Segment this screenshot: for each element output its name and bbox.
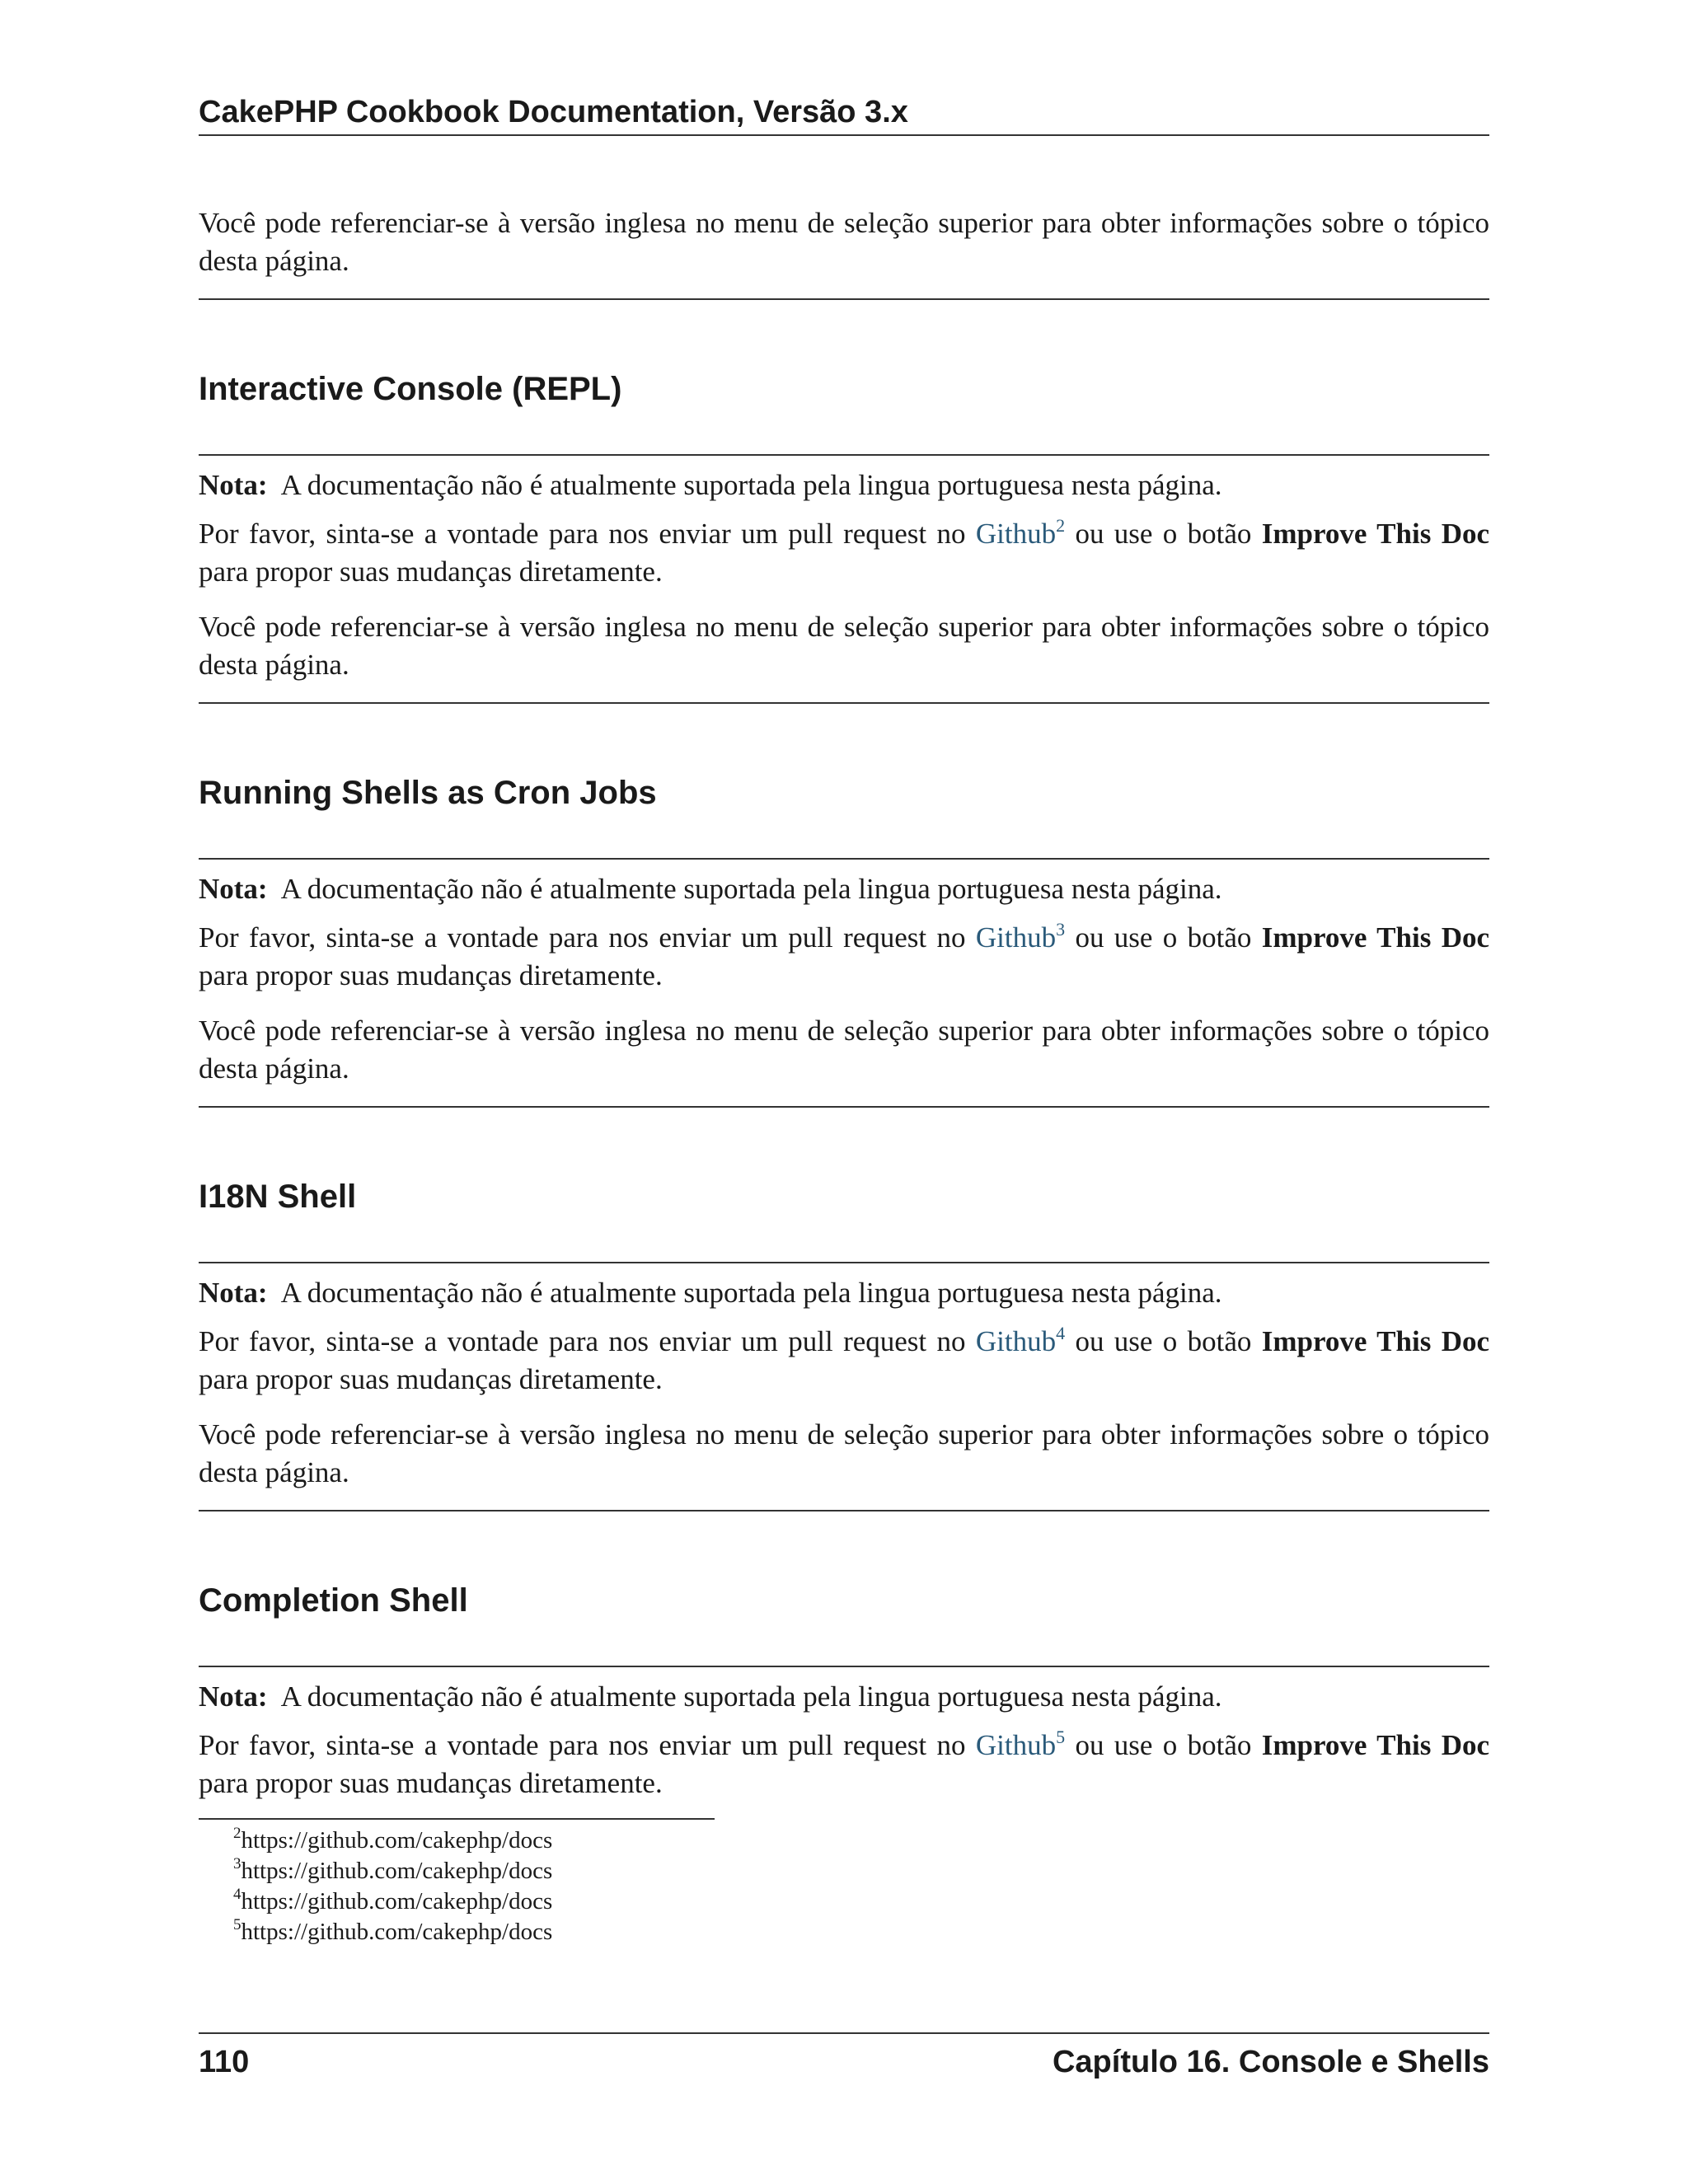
reference-text: Você pode referenciar-se à versão inglesa no menu de seleção superior para obter informações sobre o tópico desta página. (199, 1015, 1489, 1085)
footnote-item (233, 1825, 552, 1856)
note-bottom-rule (199, 702, 1489, 704)
note-top-rule (199, 858, 1489, 860)
note-text: A documentação não é atualmente suportada pela lingua portuguesa nesta página. (280, 469, 1222, 501)
header-rule (199, 134, 1489, 136)
contribute-text-middle: ou use o botão (1065, 518, 1262, 550)
contribute-text-middle: ou use o botão (1065, 1729, 1262, 1761)
chapter-title: Capítulo 16. Console e Shells (1052, 2045, 1489, 2079)
improve-doc-label: Improve This Doc (1261, 1325, 1490, 1357)
note-line (199, 870, 1489, 908)
github-link[interactable]: Github (975, 518, 1057, 550)
footnote-ref[interactable]: 5 (1056, 1727, 1066, 1747)
section-heading: I18N Shell (199, 1179, 357, 1215)
note-text: A documentação não é atualmente suportada pela lingua portuguesa nesta página. (280, 1277, 1222, 1309)
footnote-ref[interactable]: 3 (1056, 919, 1066, 940)
contribute-text-end: para propor suas mudanças diretamente. (199, 555, 663, 588)
contribute-text (199, 515, 1489, 591)
note-bottom-rule (199, 1106, 1489, 1108)
note-bottom-rule (199, 1510, 1489, 1511)
page-number: 110 (199, 2045, 250, 2079)
contribute-text-end: para propor suas mudanças diretamente. (199, 1363, 663, 1395)
document-page (199, 0, 1489, 2184)
github-link[interactable]: Github (975, 1729, 1057, 1761)
footnote-url[interactable]: https://github.com/cakephp/docs (241, 1858, 553, 1884)
note-line (199, 1678, 1489, 1716)
reference-text: Você pode referenciar-se à versão inglesa no menu de seleção superior para obter informações sobre o tópico desta página. (199, 611, 1489, 681)
footnote-number: 2 (233, 1825, 241, 1842)
note-label: Nota: (199, 469, 268, 501)
contribute-text (199, 1727, 1489, 1802)
note-top-rule (199, 1262, 1489, 1263)
footnote-ref[interactable]: 4 (1056, 1323, 1066, 1343)
footnote-number: 5 (233, 1916, 241, 1933)
contribute-text (199, 1323, 1489, 1399)
footnote-item (233, 1886, 552, 1917)
contribute-text-start: Por favor, sinta-se a vontade para nos enviar um pull request no (199, 921, 976, 954)
github-link[interactable]: Github (975, 921, 1057, 954)
contribute-text-start: Por favor, sinta-se a vontade para nos enviar um pull request no (199, 1325, 976, 1357)
contribute-text-middle: ou use o botão (1065, 1325, 1262, 1357)
note-text: A documentação não é atualmente suportada pela lingua portuguesa nesta página. (280, 1680, 1222, 1713)
page-footer (199, 2041, 1489, 2083)
reference-text: Você pode referenciar-se à versão inglesa no menu de seleção superior para obter informações sobre o tópico desta página. (199, 1418, 1489, 1488)
contribute-text-end: para propor suas mudanças diretamente. (199, 959, 663, 991)
github-link[interactable]: Github (975, 1325, 1057, 1357)
footnote-url[interactable]: https://github.com/cakephp/docs (241, 1827, 553, 1854)
footer-rule (199, 2032, 1489, 2034)
contribute-text-middle: ou use o botão (1065, 921, 1262, 954)
note-line (199, 1274, 1489, 1312)
section-heading: Completion Shell (199, 1582, 468, 1619)
note-bottom-rule (199, 298, 1489, 300)
section-heading: Interactive Console (REPL) (199, 371, 622, 407)
contribute-text (199, 919, 1489, 995)
footnote-rule (199, 1818, 715, 1820)
running-header: CakePHP Cookbook Documentation, Versão 3.x (199, 95, 908, 129)
note-label: Nota: (199, 873, 268, 905)
contribute-text-end: para propor suas mudanças diretamente. (199, 1767, 663, 1799)
footnote-number: 3 (233, 1855, 241, 1872)
note-label: Nota: (199, 1680, 268, 1713)
contribute-text-start: Por favor, sinta-se a vontade para nos enviar um pull request no (199, 518, 976, 550)
footnote-item (233, 1917, 552, 1947)
improve-doc-label: Improve This Doc (1261, 1729, 1490, 1761)
section-heading: Running Shells as Cron Jobs (199, 775, 657, 811)
footnote-number: 4 (233, 1886, 241, 1903)
footnote-url[interactable]: https://github.com/cakephp/docs (241, 1919, 553, 1945)
intro-reference-text: Você pode referenciar-se à versão inglesa no menu de seleção superior para obter informações sobre o tópico desta página. (199, 207, 1489, 277)
note-top-rule (199, 454, 1489, 456)
footnote-url[interactable]: https://github.com/cakephp/docs (241, 1888, 553, 1915)
note-text: A documentação não é atualmente suportada pela lingua portuguesa nesta página. (280, 873, 1222, 905)
note-label: Nota: (199, 1277, 268, 1309)
contribute-text-start: Por favor, sinta-se a vontade para nos enviar um pull request no (199, 1729, 976, 1761)
footnote-item (233, 1856, 552, 1886)
note-top-rule (199, 1666, 1489, 1667)
improve-doc-label: Improve This Doc (1261, 518, 1490, 550)
note-line (199, 466, 1489, 504)
improve-doc-label: Improve This Doc (1261, 921, 1490, 954)
footnote-ref[interactable]: 2 (1056, 515, 1066, 536)
